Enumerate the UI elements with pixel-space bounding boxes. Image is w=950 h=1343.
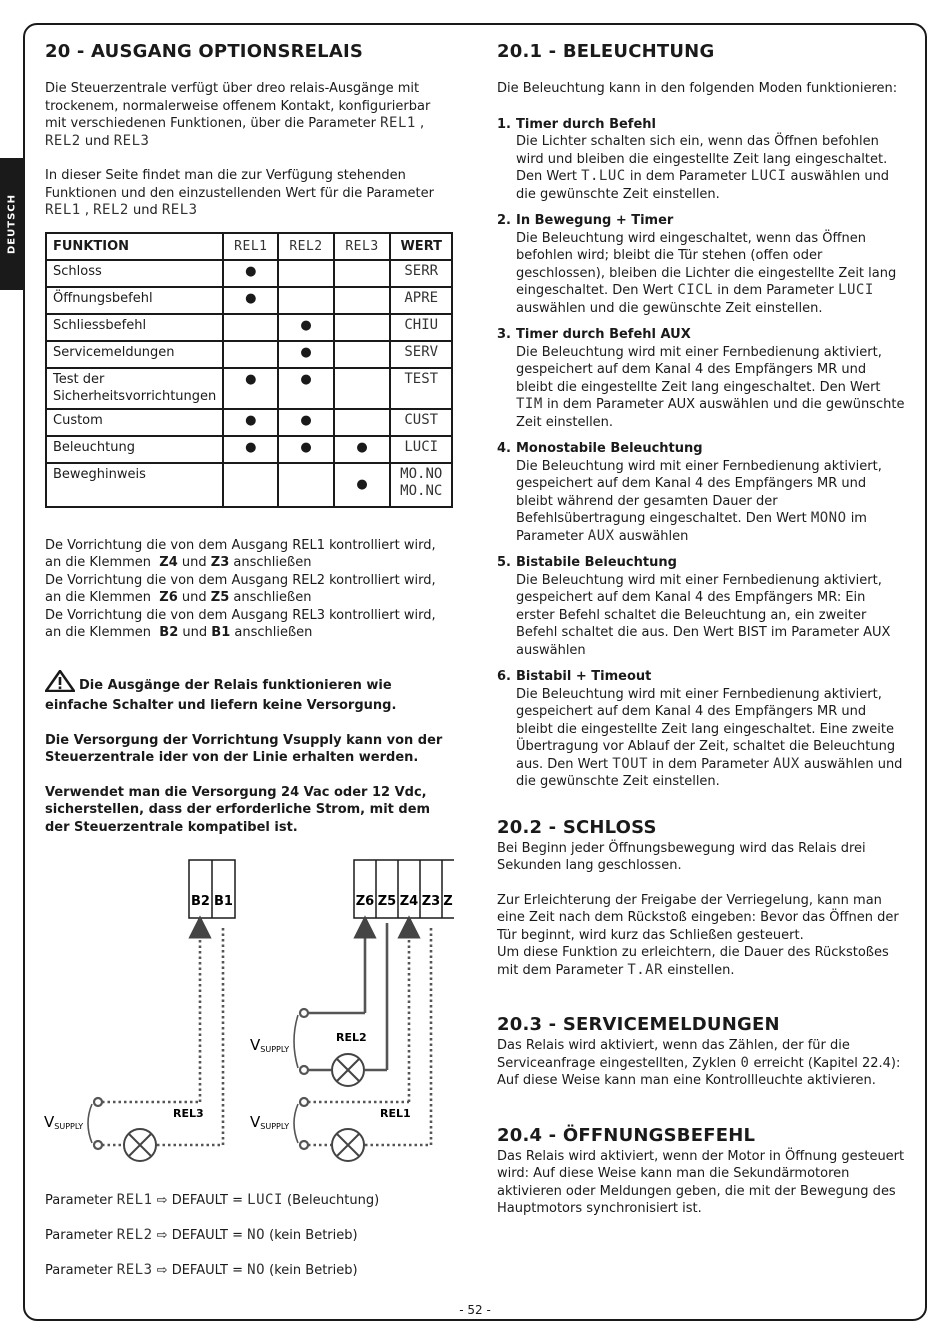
vsupply-terminal bbox=[300, 1066, 308, 1074]
cell-rel3 bbox=[334, 260, 391, 287]
cell-funktion: Servicemeldungen bbox=[46, 341, 223, 368]
cell-rel1: ● bbox=[223, 436, 278, 463]
device-connection-notes bbox=[45, 537, 455, 642]
cell-rel1: ● bbox=[223, 368, 278, 409]
warning-triangle-icon bbox=[45, 670, 75, 698]
parameter-defaults bbox=[45, 1192, 455, 1280]
header-funktion: FUNKTION bbox=[46, 233, 223, 260]
param-default-rel1: Parameter REL1 ⇨ DEFAULT = LUCI (Beleuchtung) bbox=[45, 1192, 380, 1208]
service-paragraph: Das Relais wird aktiviert, wenn das Zählen, der für die Serviceanfrage eingestellten, Zyklen 0 erreicht (Kapitel 22.4): Auf diese Weise kann man eine Kontrollleuchte aktivieren. bbox=[497, 1038, 901, 1088]
rel3-circuit bbox=[102, 925, 223, 1145]
right-column bbox=[497, 40, 907, 1218]
cell-rel2: ● bbox=[278, 314, 333, 341]
cell-rel3 bbox=[334, 409, 391, 436]
cell-rel3 bbox=[334, 341, 391, 368]
terminal-z4: Z4 bbox=[399, 894, 419, 909]
device-note-rel1: De Vorrichtung die von dem Ausgang REL1 kontrolliert wird, an die Klemmen Z4 und Z3 anschließen bbox=[45, 537, 436, 570]
vsupply-bracket bbox=[294, 1015, 298, 1068]
left-column bbox=[45, 40, 455, 836]
page-number: - 52 - bbox=[459, 1303, 491, 1317]
rel1-circuit bbox=[308, 925, 431, 1145]
cell-wert: TEST bbox=[390, 368, 452, 409]
terminal-z-partial: Z bbox=[443, 894, 453, 909]
cell-rel2 bbox=[278, 463, 333, 507]
cell-rel2: ● bbox=[278, 436, 333, 463]
cell-rel1: ● bbox=[223, 260, 278, 287]
cell-rel3 bbox=[334, 287, 391, 314]
label-vsupply: VSUPPLY bbox=[250, 1113, 290, 1131]
lighting-intro: Die Beleuchtung kann in den folgenden Moden funktionieren: bbox=[497, 81, 898, 96]
cell-funktion: Öffnungsbefehl bbox=[46, 287, 223, 314]
arrow-right-icon: ⇨ bbox=[156, 1263, 168, 1278]
section-title-20-2: 20.2 - SCHLOSS bbox=[497, 816, 657, 838]
header-rel3: REL3 bbox=[334, 233, 391, 260]
vsupply-terminal bbox=[94, 1098, 102, 1106]
cell-wert: SERV bbox=[390, 341, 452, 368]
schloss-paragraph-3: Um diese Funktion zu erleichtern, die Dauer des Rückstoßes mit dem Parameter T.AR einstellen. bbox=[497, 945, 889, 978]
cell-rel3 bbox=[334, 314, 391, 341]
vsupply-terminal bbox=[300, 1098, 308, 1106]
cell-wert: SERR bbox=[390, 260, 452, 287]
terminal-block-z bbox=[354, 860, 454, 918]
label-vsupply: VSUPPLY bbox=[250, 1036, 290, 1054]
cell-rel1 bbox=[223, 463, 278, 507]
vsupply-bracket bbox=[294, 1104, 298, 1143]
lighting-modes-list bbox=[497, 116, 907, 791]
table-header-row bbox=[46, 233, 452, 260]
rel2-circuit bbox=[308, 923, 387, 1070]
intro-paragraph-2: In dieser Seite findet man die zur Verfügung stehenden Funktionen und den einzustellenden Wert für die Parameter REL1 , REL2 und REL3 bbox=[45, 168, 434, 218]
section-title-20-4: 20.4 - ÖFFNUNGSBEFEHL bbox=[497, 1124, 756, 1146]
section-title-20-3: 20.3 - SERVICEMELDUNGEN bbox=[497, 1014, 780, 1035]
cell-wert: CUST bbox=[390, 409, 452, 436]
section-title-20: 20 - AUSGANG OPTIONSRELAIS bbox=[45, 41, 364, 62]
vsupply-terminal bbox=[300, 1009, 308, 1017]
cell-funktion: Custom bbox=[46, 409, 223, 436]
header-rel2: REL2 bbox=[278, 233, 333, 260]
table-row bbox=[46, 463, 452, 507]
label-vsupply: VSUPPLY bbox=[44, 1113, 84, 1131]
cell-funktion: Beleuchtung bbox=[46, 436, 223, 463]
vsupply-terminal bbox=[300, 1141, 308, 1149]
cell-wert: APRE bbox=[390, 287, 452, 314]
cell-wert: LUCI bbox=[390, 436, 452, 463]
list-item: 2. In Bewegung + Timer Die Beleuchtung wird eingeschaltet, wenn das Öffnen befohlen wird; bleibt die Tür stehen (offen oder geschlossen), bleiben die Lichter die eingestellte Zeit lang eingeschaltet. Den Wert CICL in dem Parameter LUCI auswählen und die gewünschte Zeit einstellen. bbox=[497, 213, 897, 316]
list-item: 1. Timer durch Befehl Die Lichter schalten sich ein, wenn das Öffnen befohlen wird und bleiben die eingestellte Zeit lang eingeschaltet. Den Wert T.LUC in dem Parameter LUCI auswählen und die gewünschte Zeit einstellen. bbox=[497, 116, 890, 202]
header-rel1: REL1 bbox=[223, 233, 278, 260]
table-row bbox=[46, 368, 452, 409]
label-rel3: REL3 bbox=[173, 1107, 204, 1120]
cell-rel3 bbox=[334, 368, 391, 409]
arrow-right-icon: ⇨ bbox=[156, 1193, 168, 1208]
cell-rel2 bbox=[278, 287, 333, 314]
terminal-b1: B1 bbox=[214, 894, 233, 909]
terminal-block-b bbox=[189, 860, 235, 918]
cell-rel2 bbox=[278, 260, 333, 287]
intro-paragraph-1: Die Steuerzentrale verfügt über dreo relais-Ausgänge mit trockenem, normalerweise offenem Kontakt, konfigurierbar mit verschiedenen Funktionen, über die Parameter REL1 , REL2 und REL3 bbox=[45, 81, 431, 149]
table-row bbox=[46, 287, 452, 314]
label-rel1: REL1 bbox=[380, 1107, 411, 1120]
schloss-paragraph-1: Bei Beginn jeder Öffnungsbewegung wird das Relais drei Sekunden lang geschlossen. bbox=[497, 840, 866, 873]
cell-funktion: Schliessbefehl bbox=[46, 314, 223, 341]
terminal-z5: Z5 bbox=[377, 894, 397, 909]
cell-rel2: ● bbox=[278, 409, 333, 436]
language-tab: DEUTSCH bbox=[0, 158, 23, 290]
cell-funktion: Test der Sicherheitsvorrichtungen bbox=[46, 368, 223, 409]
warning-relay-outputs: Die Ausgänge der Relais funktionieren wie einfache Schalter und liefern keine Versorgung. bbox=[45, 670, 455, 715]
cell-wert: MO.NO MO.NC bbox=[390, 463, 452, 507]
terminal-b2: B2 bbox=[191, 894, 210, 909]
param-default-rel2: Parameter REL2 ⇨ DEFAULT = NO (kein Betrieb) bbox=[45, 1227, 358, 1243]
cell-rel2: ● bbox=[278, 341, 333, 368]
vsupply-bracket bbox=[88, 1104, 92, 1143]
list-item: 5. Bistabile Beleuchtung Die Beleuchtung wird mit einer Fernbedienung aktiviert, gespeichert auf dem Kanal 4 des Empfängers MR: Ein erster Befehl schaltet die Beleuchtung an, ein zweiter Befehl schaltet die aus. Den Wert BIST im Parameter AUX auswählen bbox=[497, 555, 891, 658]
table-row bbox=[46, 314, 452, 341]
schloss-paragraph-2: Zur Erleichterung der Freigabe der Verriegelung, kann man eine Zeit nach dem Rückstoß eingeben: Bevor das Öffnen der Tür beginnt, wird kurz das Schließen gesteuert. bbox=[497, 892, 899, 943]
cell-rel3: ● bbox=[334, 436, 391, 463]
cell-wert: CHIU bbox=[390, 314, 452, 341]
cell-rel3: ● bbox=[334, 463, 391, 507]
cell-funktion: Beweghinweis bbox=[46, 463, 223, 507]
lamp-icon bbox=[124, 1129, 156, 1161]
arrow-right-icon: ⇨ bbox=[156, 1228, 168, 1243]
lamp-icon bbox=[332, 1054, 364, 1086]
function-table bbox=[45, 232, 453, 508]
param-default-rel3: Parameter REL3 ⇨ DEFAULT = NO (kein Betrieb) bbox=[45, 1262, 358, 1278]
cell-rel1 bbox=[223, 341, 278, 368]
device-note-rel2: De Vorrichtung die von dem Ausgang REL2 kontrolliert wird, an die Klemmen Z6 und Z5 anschließen bbox=[45, 572, 436, 605]
opening-command-paragraph: Das Relais wird aktiviert, wenn der Motor in Öffnung gesteuert wird: Auf diese Weise kann man die Sekundärmotoren aktivieren oder Meldungen geben, die mit der Bewegung des Hauptmotors synchronisiert ist. bbox=[497, 1148, 905, 1216]
cell-rel2: ● bbox=[278, 368, 333, 409]
label-rel2: REL2 bbox=[336, 1031, 367, 1044]
cell-rel1 bbox=[223, 314, 278, 341]
warning-vsupply: Die Versorgung der Vorrichtung Vsupply kann von der Steuerzentrale ider von der Linie erhalten werden. bbox=[45, 732, 443, 765]
terminal-z6: Z6 bbox=[355, 894, 375, 909]
device-note-rel3: De Vorrichtung die von dem Ausgang REL3 kontrolliert wird, an die Klemmen B2 und B1 anschließen bbox=[45, 607, 436, 640]
list-item: 3. Timer durch Befehl AUX Die Beleuchtung wird mit einer Fernbedienung aktiviert, gespeichert auf dem Kanal 4 des Empfängers MR und bleibt die eingestellte Zeit lang eingeschaltet. Den Wert TIM in dem Parameter AUX auswählen und die gewünschte Zeit einstellen. bbox=[497, 327, 905, 430]
cell-rel1: ● bbox=[223, 409, 278, 436]
list-item: 4. Monostabile Beleuchtung Die Beleuchtung wird mit einer Fernbedienung aktiviert, gespeichert auf dem Kanal 4 des Empfängers MR und bleibt während der gesamten Dauer der Befehlsübertragung eingeschaltet. Den Wert MONO im Parameter AUX auswählen bbox=[497, 441, 882, 544]
warning-power-supply: Verwendet man die Versorgung 24 Vac oder 12 Vdc, sicherstellen, dass der erforderliche Strom, mit dem der Steuerzentrale kompatibel ist. bbox=[45, 784, 431, 835]
header-wert: WERT bbox=[390, 233, 452, 260]
section-title-20-1: 20.1 - BELEUCHTUNG bbox=[497, 41, 715, 62]
table-row bbox=[46, 341, 452, 368]
terminal-z3: Z3 bbox=[421, 894, 441, 909]
cell-funktion: Schloss bbox=[46, 260, 223, 287]
wiring-diagram bbox=[40, 855, 460, 1175]
table-row bbox=[46, 260, 452, 287]
table-row bbox=[46, 409, 452, 436]
table-row bbox=[46, 436, 452, 463]
list-item: 6. Bistabil + Timeout Die Beleuchtung wird mit einer Fernbedienung aktiviert, gespeichert auf dem Kanal 4 des Empfängers MR und bleibt die eingestellte Zeit lang eingeschaltet. Eine zweite Übertragung vor Ablauf der Zeit, schaltet die Beleuchtung aus. Den Wert TOUT in dem Parameter AUX auswählen und die gewünschte Zeit einstellen. bbox=[497, 669, 903, 789]
cell-rel1: ● bbox=[223, 287, 278, 314]
lamp-icon bbox=[332, 1129, 364, 1161]
vsupply-terminal bbox=[94, 1141, 102, 1149]
